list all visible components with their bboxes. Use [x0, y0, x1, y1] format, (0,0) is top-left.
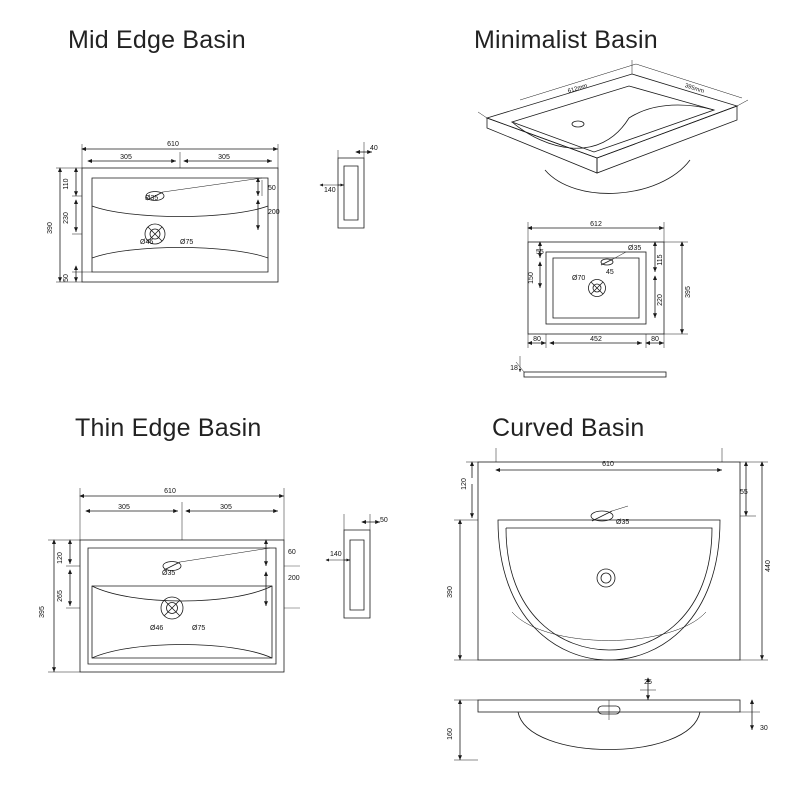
dim-label: 305	[218, 154, 230, 161]
dim-label: 200	[268, 209, 280, 216]
dim-label: 55	[740, 489, 748, 496]
dim-label: 440	[765, 560, 772, 572]
dim-label: 50	[380, 517, 388, 524]
dim-label: 610	[167, 141, 179, 148]
dim-label: 265	[57, 590, 64, 602]
dim-label: Ø46	[140, 239, 154, 246]
dim-label: 80	[651, 336, 659, 343]
dim-label: 25	[644, 679, 652, 686]
dim-label: 230	[63, 212, 70, 224]
dim-label: 452	[590, 336, 602, 343]
quadrant-title-minimalist-basin: Minimalist Basin	[474, 26, 658, 54]
drawing-thin-edge-basin-top-view	[48, 488, 300, 672]
drawing-mid-edge-basin-top-view	[56, 144, 278, 282]
dim-label: 110	[63, 178, 70, 190]
drawing-minimalist-basin-top-view	[528, 222, 688, 348]
dim-label: 200	[288, 575, 300, 582]
dim-label: 80	[533, 336, 541, 343]
drawing-mid-edge-basin-side-view	[320, 142, 372, 228]
dim-label: 610	[164, 488, 176, 495]
dim-label: 612	[590, 221, 602, 228]
dim-label: 50	[268, 185, 276, 192]
dim-label: 390	[47, 222, 54, 234]
dim-label: 115	[657, 254, 664, 266]
dim-label: 395mm	[683, 83, 705, 95]
dim-label: 120	[57, 552, 64, 564]
dim-label: 18	[510, 365, 518, 372]
drawing-minimalist-basin-edge-view	[516, 356, 666, 377]
quadrant-title-mid-edge-basin: Mid Edge Basin	[68, 26, 246, 54]
dim-label: Ø35	[628, 245, 642, 252]
dim-label: 50	[63, 274, 70, 282]
drawing-thin-edge-basin-side-view	[326, 514, 380, 618]
drawing-curved-basin-front-view	[454, 678, 760, 760]
dim-label: 305	[120, 154, 132, 161]
dim-label: 40	[370, 145, 378, 152]
dim-label: Ø35	[616, 519, 630, 526]
dim-label: Ø46	[150, 625, 164, 632]
quadrant-title-curved-basin: Curved Basin	[492, 414, 645, 442]
dim-label: 120	[461, 478, 468, 490]
drawing-minimalist-basin-iso-view	[478, 60, 748, 193]
dim-label: Ø70	[572, 275, 586, 282]
dim-label: 140	[330, 551, 342, 558]
dim-label: 610	[602, 461, 614, 468]
dim-label: 30	[760, 725, 768, 732]
dim-label: Ø35	[162, 570, 176, 577]
dim-label: 60	[288, 549, 296, 556]
quadrant-title-thin-edge-basin: Thin Edge Basin	[75, 414, 262, 442]
dim-label: 220	[657, 294, 664, 306]
dim-label: 305	[118, 504, 130, 511]
dim-label: 140	[324, 187, 336, 194]
drawing-curved-basin-top-view	[454, 448, 768, 660]
dim-label: Ø75	[180, 239, 194, 246]
dim-label: 395	[685, 286, 692, 298]
dim-label: 150	[528, 272, 535, 284]
dim-label: 45	[606, 269, 614, 276]
dim-label: 395	[39, 606, 46, 618]
dim-label: 305	[220, 504, 232, 511]
dim-label: 160	[447, 728, 454, 740]
dim-label: 55	[536, 249, 544, 256]
dim-label: 390	[447, 586, 454, 598]
dim-label: Ø35	[145, 195, 159, 202]
dim-label: Ø75	[192, 625, 206, 632]
dim-label: 612mm	[567, 83, 589, 95]
